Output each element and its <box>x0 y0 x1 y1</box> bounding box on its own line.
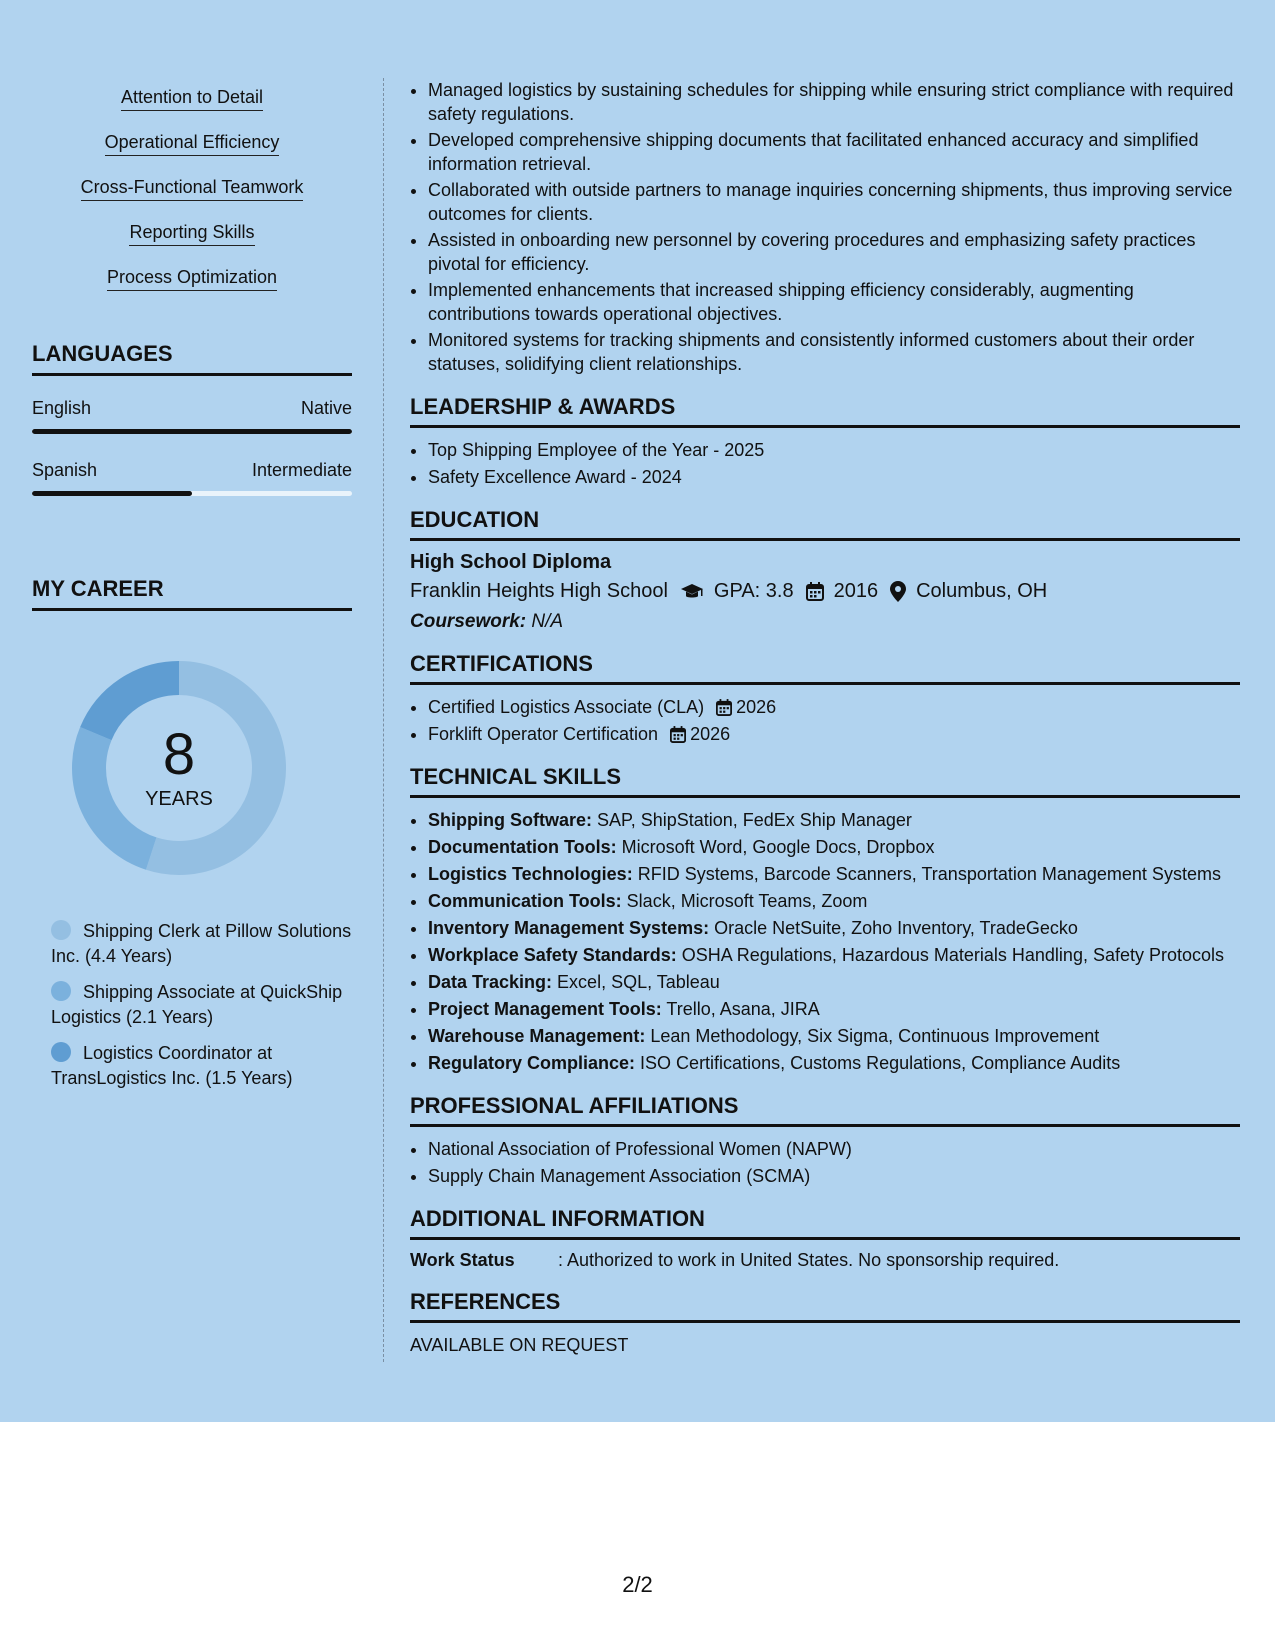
award-item: • Safety Excellence Award - 2024 <box>428 465 1240 489</box>
references-section <box>410 1289 1240 1356</box>
work-status-value: : Authorized to work in United States. No sponsorship required. <box>558 1250 1060 1270</box>
career-legend <box>32 919 352 1091</box>
additional-info-section <box>410 1206 1240 1271</box>
languages-heading: LANGUAGES <box>32 341 352 376</box>
legend-label: Logistics Coordinator at TransLogistics Inc. (1.5 Years) <box>51 1043 293 1088</box>
coursework-value: N/A <box>531 611 564 632</box>
affiliation-item: • National Association of Professional Women (NAPW) <box>428 1137 1240 1161</box>
graduation-cap-icon <box>680 583 704 601</box>
certification-name: • Certified Logistics Associate (CLA) <box>428 697 705 717</box>
main-content <box>410 78 1240 1356</box>
skill-values: Excel, SQL, Tableau <box>552 972 720 992</box>
certification-name: • Forklift Operator Certification <box>428 724 659 744</box>
education-section <box>410 507 1240 633</box>
skill-item: Cross-Functional Teamwork <box>81 177 304 201</box>
technical-skill-item <box>428 916 1240 940</box>
career-section <box>32 576 352 1091</box>
certification-item <box>428 722 1240 746</box>
legend-dot <box>51 1042 71 1062</box>
award-item: • Top Shipping Employee of the Year - 2025 <box>428 438 1240 462</box>
experience-bullet: • Monitored systems for tracking shipments and consistently informed customers about their order statuses, solidifying client relationships. <box>428 328 1240 376</box>
certification-year: 2026 <box>690 724 731 744</box>
skill-category: Project Management Tools: <box>428 999 662 1019</box>
career-years-unit: YEARS <box>145 787 213 810</box>
technical-skill-item <box>428 835 1240 859</box>
skill-values: RFID Systems, Barcode Scanners, Transportation Management Systems <box>632 864 1221 884</box>
certification-item <box>428 695 1240 719</box>
skill-values: Oracle NetSuite, Zoho Inventory, TradeGecko <box>709 918 1078 938</box>
sidebar <box>32 78 352 1102</box>
language-item <box>32 460 352 496</box>
language-level: Native <box>300 398 352 418</box>
career-legend-item <box>51 919 352 969</box>
skill-category: Documentation Tools: <box>428 837 617 857</box>
references-text: AVAILABLE ON REQUEST <box>410 1335 629 1355</box>
technical-skill-item <box>428 862 1240 886</box>
skill-category: Communication Tools: <box>428 891 622 911</box>
technical-skills-heading: TECHNICAL SKILLS <box>410 764 1240 798</box>
calendar-icon <box>806 582 824 601</box>
language-name: Spanish <box>32 460 98 480</box>
language-proficiency-bar <box>32 491 352 496</box>
references-heading: REFERENCES <box>410 1289 1240 1323</box>
language-proficiency-bar <box>32 429 352 434</box>
legend-label: Shipping Associate at QuickShip Logistics (2.1 Years) <box>51 982 343 1027</box>
career-legend-item <box>51 1041 352 1091</box>
legend-dot <box>51 920 71 940</box>
skill-values: SAP, ShipStation, FedEx Ship Manager <box>592 810 912 830</box>
skill-category: Shipping Software: <box>428 810 592 830</box>
language-name: English <box>32 398 92 418</box>
skill-values: OSHA Regulations, Hazardous Materials Handling, Safety Protocols <box>676 945 1225 965</box>
page-number: 2/2 <box>622 1572 653 1597</box>
skill-values: Microsoft Word, Google Docs, Dropbox <box>616 837 935 857</box>
education-heading: EDUCATION <box>410 507 1240 541</box>
calendar-icon <box>670 726 686 743</box>
technical-skill-item <box>428 889 1240 913</box>
skill-values: ISO Certifications, Customs Regulations, Compliance Audits <box>635 1053 1121 1073</box>
education-gpa: GPA: 3.8 <box>713 580 794 602</box>
education-year: 2016 <box>833 580 879 602</box>
certification-year: 2026 <box>736 697 777 717</box>
education-location: Columbus, OH <box>916 580 1048 602</box>
education-details <box>410 580 1240 603</box>
skill-category: Data Tracking: <box>428 972 553 992</box>
experience-bullet: • Managed logistics by sustaining schedules for shipping while ensuring strict compliance with required safety regulations. <box>428 78 1240 126</box>
certifications-list <box>410 695 1240 746</box>
awards-heading: LEADERSHIP & AWARDS <box>410 394 1240 428</box>
technical-skills-section <box>410 764 1240 1075</box>
education-school: Franklin Heights High School <box>410 580 668 602</box>
additional-info-heading: ADDITIONAL INFORMATION <box>410 1206 1240 1240</box>
technical-skill-item <box>428 943 1240 967</box>
map-pin-icon <box>890 581 906 602</box>
experience-bullet: • Developed comprehensive shipping documents that facilitated enhanced accuracy and simplified information retrieval. <box>428 128 1240 176</box>
legend-label: Shipping Clerk at Pillow Solutions Inc. (4.4 Years) <box>51 921 352 966</box>
language-proficiency-fill <box>32 429 352 434</box>
language-level: Intermediate <box>251 460 352 480</box>
legend-dot <box>51 981 71 1001</box>
affiliations-section <box>410 1093 1240 1188</box>
technical-skills-list <box>410 808 1240 1075</box>
skill-category: Logistics Technologies: <box>428 864 633 884</box>
column-divider <box>383 78 384 1362</box>
technical-skill-item <box>428 1051 1240 1075</box>
skills-list <box>32 78 352 303</box>
coursework-label: Coursework: <box>410 611 527 632</box>
skill-category: Regulatory Compliance: <box>428 1053 636 1073</box>
language-item <box>32 398 352 434</box>
experience-bullet: • Assisted in onboarding new personnel by covering procedures and emphasizing safety practices pivotal for efficiency. <box>428 228 1240 276</box>
experience-bullets <box>410 78 1240 376</box>
skill-item: Reporting Skills <box>129 222 254 246</box>
awards-list <box>410 438 1240 489</box>
languages-section <box>32 341 352 496</box>
experience-bullet: • Implemented enhancements that increased shipping efficiency considerably, augmenting contributions towards operational objectives. <box>428 278 1240 326</box>
skill-values: Lean Methodology, Six Sigma, Continuous Improvement <box>645 1026 1100 1046</box>
certifications-heading: CERTIFICATIONS <box>410 651 1240 685</box>
skill-item: Operational Efficiency <box>105 132 280 156</box>
career-legend-item <box>51 980 352 1030</box>
work-status-label: Work Status <box>410 1250 515 1270</box>
skill-category: Inventory Management Systems: <box>428 918 710 938</box>
awards-section <box>410 394 1240 489</box>
technical-skill-item <box>428 970 1240 994</box>
skill-category: Workplace Safety Standards: <box>428 945 677 965</box>
affiliations-list <box>410 1137 1240 1188</box>
career-heading: MY CAREER <box>32 576 352 611</box>
certifications-section <box>410 651 1240 746</box>
skill-values: Slack, Microsoft Teams, Zoom <box>621 891 868 911</box>
career-total-years: 8 <box>162 721 196 787</box>
technical-skill-item <box>428 997 1240 1021</box>
technical-skill-item <box>428 808 1240 832</box>
work-status-row <box>410 1250 1240 1271</box>
skill-values: Trello, Asana, JIRA <box>661 999 820 1019</box>
calendar-icon <box>716 699 732 716</box>
affiliations-heading: PROFESSIONAL AFFILIATIONS <box>410 1093 1240 1127</box>
language-proficiency-fill <box>32 491 192 496</box>
career-donut-chart <box>64 653 294 883</box>
skill-item: Attention to Detail <box>121 87 263 111</box>
skill-item: Process Optimization <box>107 267 277 291</box>
skill-category: Warehouse Management: <box>428 1026 646 1046</box>
affiliation-item: • Supply Chain Management Association (SCMA) <box>428 1164 1240 1188</box>
education-coursework <box>410 611 1240 633</box>
technical-skill-item <box>428 1024 1240 1048</box>
experience-bullet: • Collaborated with outside partners to manage inquiries concerning shipments, thus improving service outcomes for clients. <box>428 178 1240 226</box>
education-degree: High School Diploma <box>410 551 612 573</box>
